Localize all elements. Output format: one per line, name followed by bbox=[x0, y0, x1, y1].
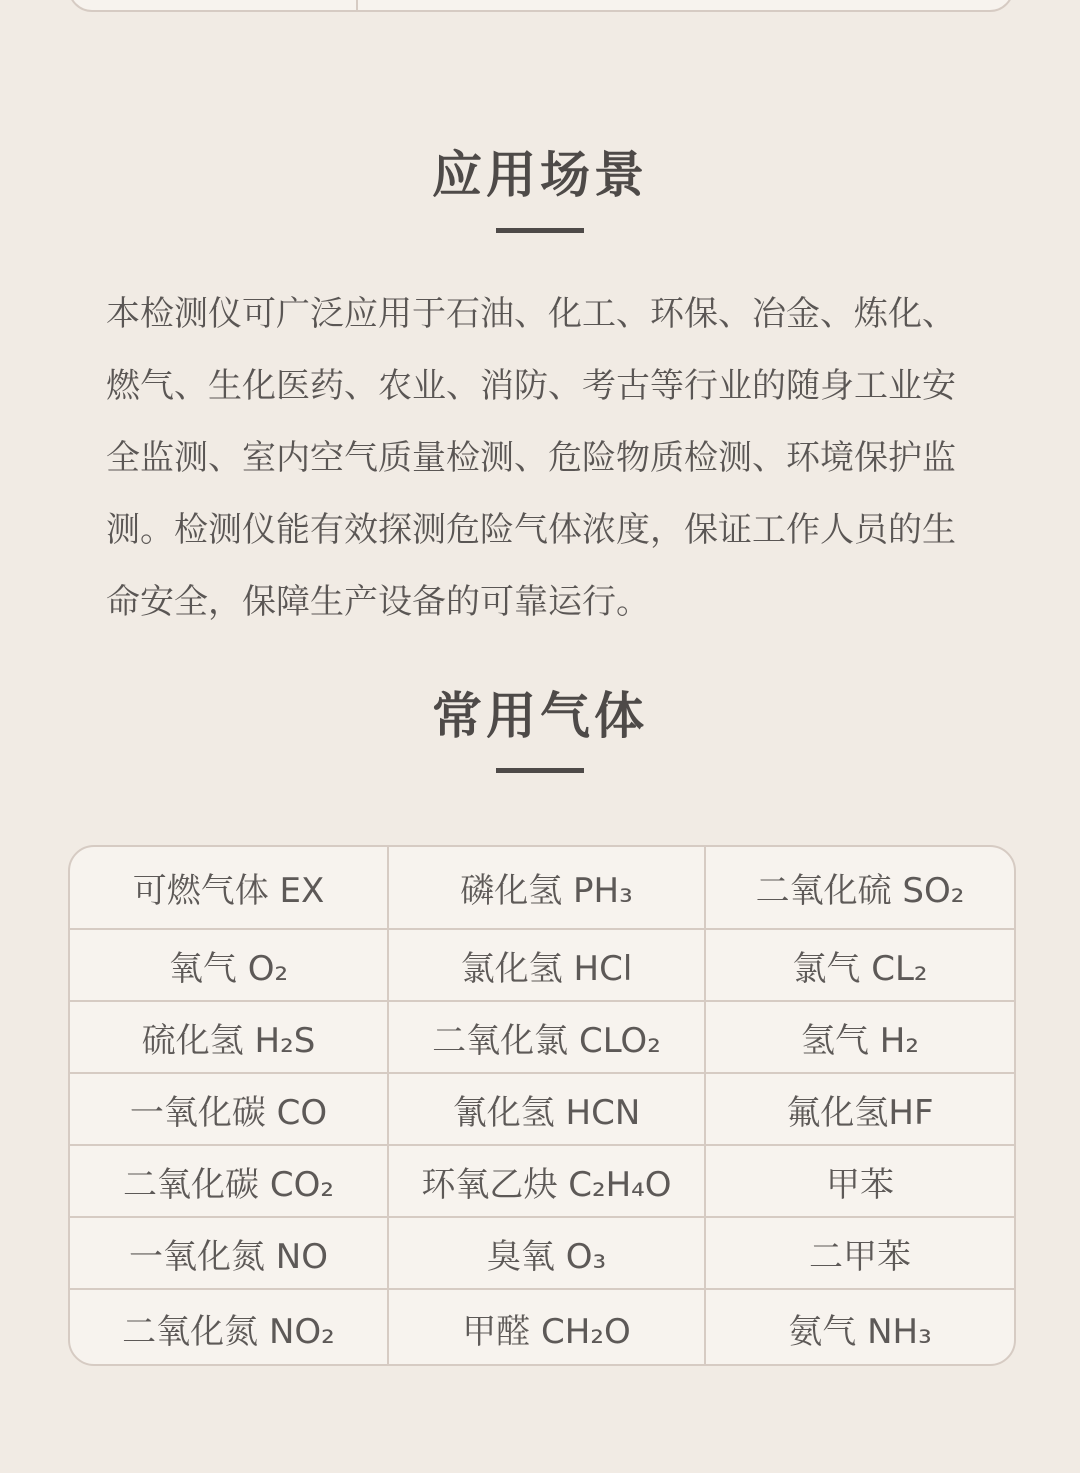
table-cell: 可燃气体 EX bbox=[70, 847, 389, 928]
table-cell: 二氧化氮 NO₂ bbox=[70, 1290, 389, 1366]
table-row bbox=[70, 1216, 1014, 1288]
table-row bbox=[70, 1000, 1014, 1072]
table-row bbox=[70, 928, 1014, 1000]
gases-title-underline bbox=[496, 768, 584, 773]
table-cell: 二氧化碳 CO₂ bbox=[70, 1146, 389, 1216]
table-cell: 氯气 CL₂ bbox=[792, 948, 928, 989]
table-cell: 氟化氢HF bbox=[786, 1092, 934, 1133]
application-section-title: 应用场景 bbox=[432, 146, 648, 204]
table-cell: 氰化氢 HCN bbox=[389, 1074, 706, 1144]
table-cell: 磷化氢 PH₃ bbox=[389, 847, 706, 928]
table-cell: 二甲苯 bbox=[809, 1236, 911, 1277]
table-cell: 甲醛 CH₂O bbox=[389, 1290, 706, 1366]
table-cell: 一氧化碳 CO bbox=[70, 1074, 389, 1144]
table-cell: 环氧乙炔 C₂H₄O bbox=[389, 1146, 706, 1216]
table-cell: 二氧化氯 CLO₂ bbox=[389, 1002, 706, 1072]
application-description: 本检测仪可广泛应用于石油、化工、环保、冶金、炼化、燃气、生化医药、农业、消防、考古等行业的随身工业安全监测、室内空气质量检测、危险物质检测、环境保护监测。检测仪能有效探测危险气体浓度，保证工作人员的生命安全，保障生产设备的可靠运行。 bbox=[106, 294, 956, 622]
table-cell: 氢气 H₂ bbox=[800, 1020, 919, 1061]
gas-table bbox=[68, 845, 1016, 1366]
table-cell: 一氧化氮 NO bbox=[70, 1218, 389, 1288]
table-cell: 臭氧 O₃ bbox=[389, 1218, 706, 1288]
table-cell: 氯化氢 HCl bbox=[389, 930, 706, 1000]
table-row bbox=[70, 1288, 1014, 1366]
table-cell: 二氧化硫 SO₂ bbox=[755, 871, 965, 911]
table-row bbox=[70, 847, 1014, 928]
table-row bbox=[70, 1144, 1014, 1216]
previous-table-bottom-edge bbox=[68, 0, 1014, 12]
table-cell: 硫化氢 H₂S bbox=[70, 1002, 389, 1072]
previous-table-divider bbox=[356, 0, 358, 10]
table-cell: 氨气 NH₃ bbox=[788, 1311, 932, 1352]
application-title-underline bbox=[496, 228, 584, 233]
gases-section-title: 常用气体 bbox=[432, 687, 648, 745]
table-cell: 氧气 O₂ bbox=[70, 930, 389, 1000]
table-row bbox=[70, 1072, 1014, 1144]
table-cell: 甲苯 bbox=[826, 1164, 894, 1205]
